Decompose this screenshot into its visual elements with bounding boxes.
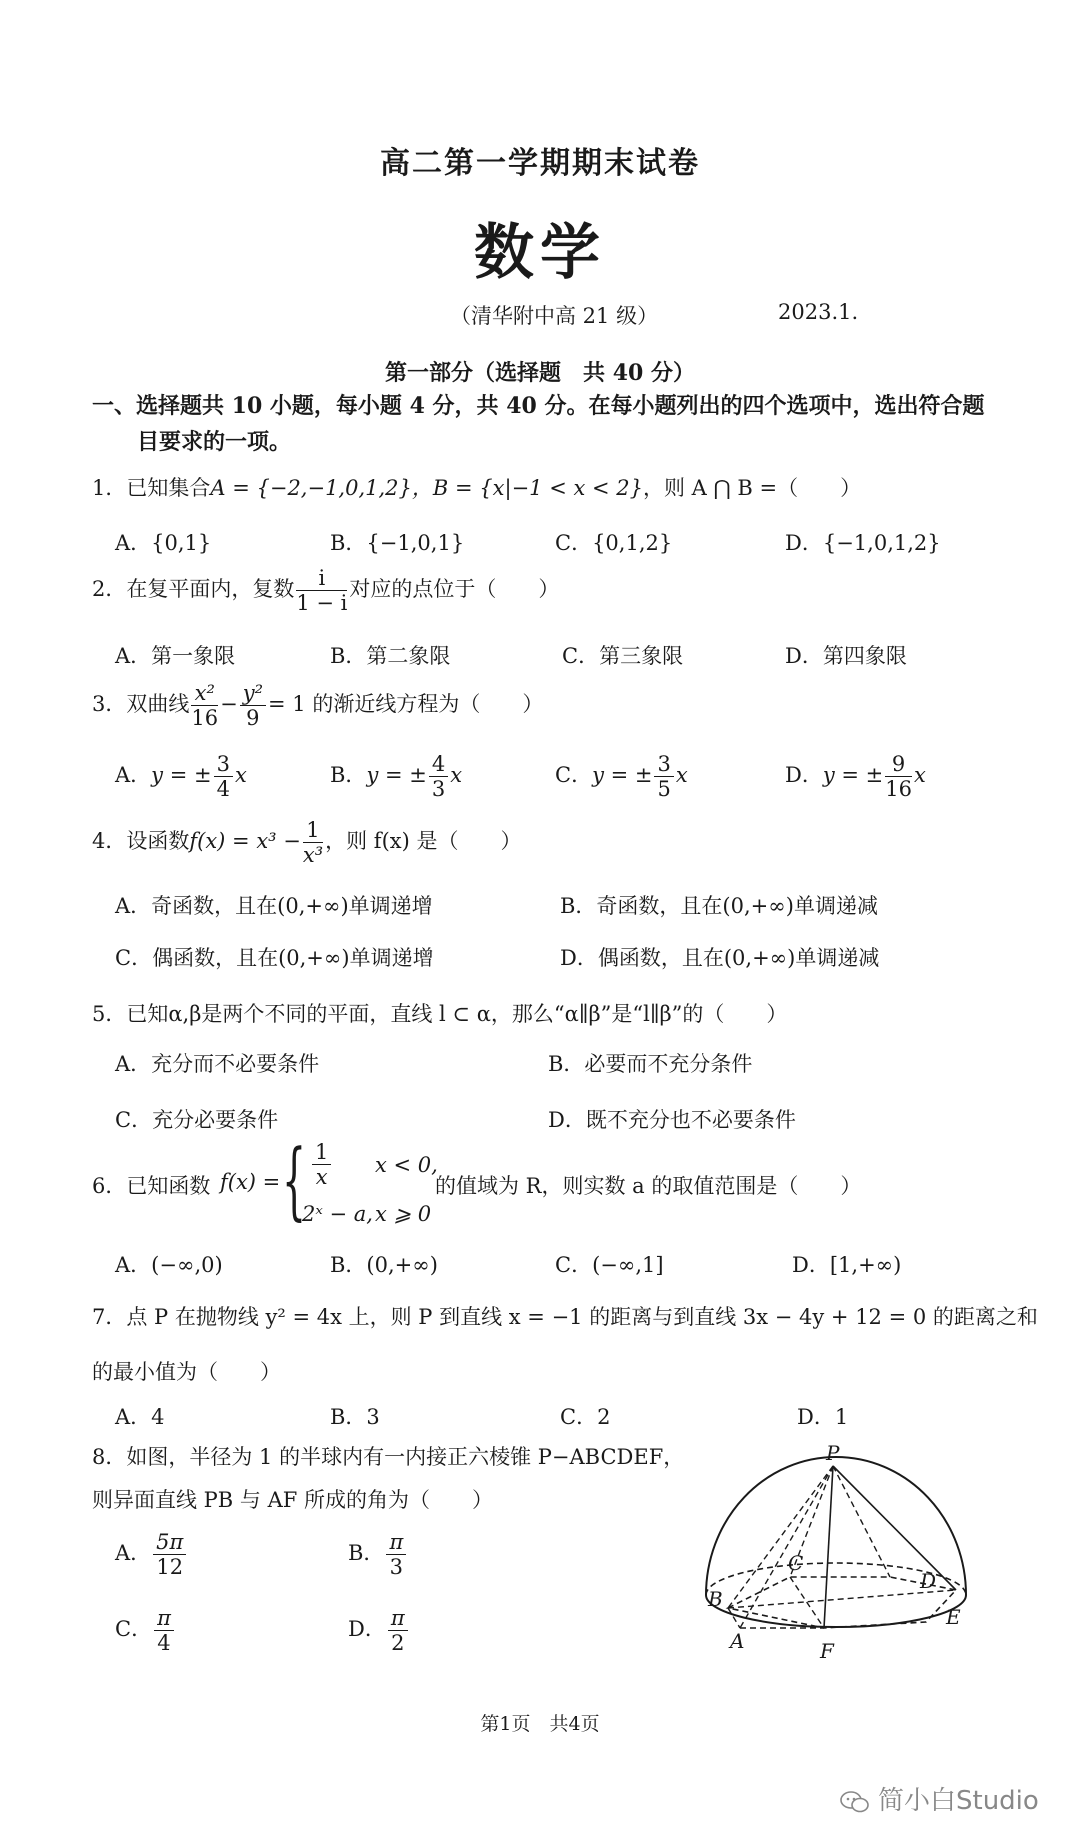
subject-title: 数学 bbox=[474, 218, 606, 288]
question-3 bbox=[92, 681, 543, 730]
q7-option-a: A．4 bbox=[115, 1405, 165, 1429]
q6-option-a: A．(−∞,0) bbox=[115, 1253, 223, 1277]
school-label: （清华附中高 21 级） bbox=[450, 304, 659, 328]
q1-option-a: A．{0,1} bbox=[115, 531, 212, 555]
q7-option-b: B．3 bbox=[330, 1405, 380, 1429]
q2-stem-suffix: 对应的点位于（ ） bbox=[349, 577, 560, 601]
q6-brace: { bbox=[282, 1131, 307, 1229]
q8-option-a: A． $\frac{5\pi}{12}$ bbox=[115, 1530, 188, 1579]
q3-option-a: A．y = ± $\frac{3}{4}$ x bbox=[115, 752, 247, 801]
edge-ab bbox=[728, 1608, 740, 1628]
q7-option-d: D．1 bbox=[797, 1405, 849, 1429]
q4-option-d: D．偶函数，且在(0,+∞)单调递减 bbox=[560, 946, 880, 970]
q5-option-b: B．必要而不充分条件 bbox=[548, 1052, 753, 1076]
q4-stem-prefix: 4．设函数 bbox=[92, 829, 190, 853]
q5-option-a: A．充分而不必要条件 bbox=[115, 1052, 320, 1076]
q7-option-c: C．2 bbox=[560, 1405, 611, 1429]
q6-case-2-cond: x ⩾ 0 bbox=[375, 1202, 432, 1226]
q4-option-b: B．奇函数，且在(0,+∞)单调递减 bbox=[560, 894, 878, 918]
q4-fraction: $\frac{1}{\text{x³}}$ bbox=[302, 818, 324, 867]
wechat-icon bbox=[840, 1791, 870, 1813]
q5-option-c: C．充分必要条件 bbox=[115, 1108, 279, 1132]
q2-option-d: D．第四象限 bbox=[785, 644, 907, 668]
q6-case-2-expr: 2ˣ − a, bbox=[302, 1202, 373, 1226]
exam-date: 2023.1. bbox=[778, 300, 859, 324]
q2-option-b: B．第二象限 bbox=[330, 644, 451, 668]
q8-option-d: D． $\frac{\pi}{2}$ bbox=[348, 1606, 410, 1655]
question-2 bbox=[92, 566, 559, 615]
section-line-1: 一、选择题共 10 小题，每小题 4 分，共 40 分。在每小题列出的四个选项中，选出符合题 bbox=[92, 393, 985, 419]
q7-line-2: 的最小值为（ ） bbox=[92, 1360, 281, 1384]
q6-case-1-cond: x < 0, bbox=[375, 1153, 438, 1177]
q5-option-d: D．既不充分也不必要条件 bbox=[548, 1108, 796, 1132]
q3-fraction-y: $\frac{\text{y²}}{9}$ bbox=[240, 681, 266, 730]
label-f: F bbox=[820, 1639, 834, 1663]
label-d: D bbox=[920, 1569, 937, 1593]
q1-option-c: C．{0,1,2} bbox=[555, 531, 673, 555]
part-title: 第一部分（选择题 共 40 分） bbox=[385, 360, 695, 386]
q4-option-c: C．偶函数，且在(0,+∞)单调递增 bbox=[115, 946, 434, 970]
q3-option-c: C．y = ± $\frac{3}{5}$ x bbox=[555, 752, 688, 801]
q4-stem-suffix: ，则 f(x) 是（ ） bbox=[325, 829, 522, 853]
page-footer: 第1页 共4页 bbox=[480, 1713, 600, 1735]
q2-fraction: $\frac{i}{1 - i}$ bbox=[296, 566, 348, 615]
watermark-text: 简小白Studio bbox=[878, 1786, 1039, 1816]
diagonal-cf bbox=[790, 1577, 824, 1628]
edge-pd bbox=[833, 1466, 890, 1577]
q8-option-c: C． $\frac{\pi}{4}$ bbox=[115, 1606, 176, 1655]
q1-stem-prefix: 1．已知集合 bbox=[92, 476, 211, 500]
q1-stem-suffix: ，则 A ⋂ B =（ ） bbox=[642, 476, 862, 500]
q7-line-1: 7．点 P 在抛物线 y² = 4x 上，则 P 到直线 x = −1 的距离与到直线 3x − 4y + 12 = 0 的距离之和 bbox=[92, 1305, 1038, 1329]
q6-stem-suffix: 的值域为 R，则实数 a 的取值范围是（ ） bbox=[435, 1174, 862, 1198]
q6-option-c: C．(−∞,1] bbox=[555, 1253, 664, 1277]
q6-function: f(x) = bbox=[220, 1170, 281, 1194]
edge-pf bbox=[824, 1466, 833, 1628]
q4-function: f(x) = x³ − bbox=[189, 829, 301, 853]
q6-stem-prefix: 6．已知函数 bbox=[92, 1174, 211, 1198]
watermark bbox=[840, 1780, 1039, 1817]
q8-line-1: 8．如图，半径为 1 的半球内有一内接正六棱锥 P−ABCDEF， bbox=[92, 1445, 685, 1469]
question-5: 5．已知α,β是两个不同的平面，直线 l ⊂ α，那么“α∥β”是“l∥β”的（ ） bbox=[92, 1002, 788, 1026]
q6-option-d: D．[1,+∞) bbox=[792, 1253, 902, 1277]
q3-option-d: D．y = ± $\frac{9}{16}$ x bbox=[785, 752, 926, 801]
section-line-2: 目要求的一项。 bbox=[137, 429, 292, 455]
question-1 bbox=[92, 472, 861, 502]
q3-option-b: B．y = ± $\frac{4}{3}$ x bbox=[330, 752, 463, 801]
q3-fraction-x: $\frac{\text{x²}}{16}$ bbox=[191, 681, 219, 730]
question-4 bbox=[92, 818, 521, 867]
q8-option-b: B． $\frac{\pi}{3}$ bbox=[348, 1530, 408, 1579]
q1-set-a: A = {−2,−1,0,1,2} bbox=[210, 476, 412, 500]
edge-pe bbox=[833, 1466, 956, 1590]
q2-option-a: A．第一象限 bbox=[115, 644, 236, 668]
section-instructions bbox=[92, 388, 992, 460]
q1-option-d: D．{−1,0,1,2} bbox=[785, 531, 941, 555]
label-e: E bbox=[946, 1605, 961, 1629]
label-c: C bbox=[788, 1551, 804, 1575]
q3-stem-prefix: 3．双曲线 bbox=[92, 692, 190, 716]
q2-stem-prefix: 2．在复平面内，复数 bbox=[92, 577, 295, 601]
q4-option-a: A．奇函数，且在(0,+∞)单调递增 bbox=[115, 894, 433, 918]
label-a: A bbox=[730, 1629, 745, 1653]
q1-set-b: ，B = {x|−1 < x < 2} bbox=[411, 476, 643, 500]
q6-option-b: B．(0,+∞) bbox=[330, 1253, 438, 1277]
label-p: P bbox=[826, 1441, 840, 1465]
hemisphere-pyramid-figure bbox=[690, 1440, 980, 1665]
q3-minus: − bbox=[220, 692, 238, 716]
q2-option-c: C．第三象限 bbox=[562, 644, 684, 668]
label-b: B bbox=[708, 1587, 723, 1611]
q8-line-2: 则异面直线 PB 与 AF 所成的角为（ ） bbox=[92, 1488, 493, 1512]
q6-case-1: $\frac{1}{x}$ bbox=[310, 1140, 333, 1189]
q1-option-b: B．{−1,0,1} bbox=[330, 531, 465, 555]
edge-pb bbox=[728, 1466, 833, 1608]
exam-title: 高二第一学期期末试卷 bbox=[380, 146, 700, 181]
edge-pa bbox=[740, 1466, 833, 1628]
q3-stem-suffix: = 1 的渐近线方程为（ ） bbox=[268, 692, 544, 716]
